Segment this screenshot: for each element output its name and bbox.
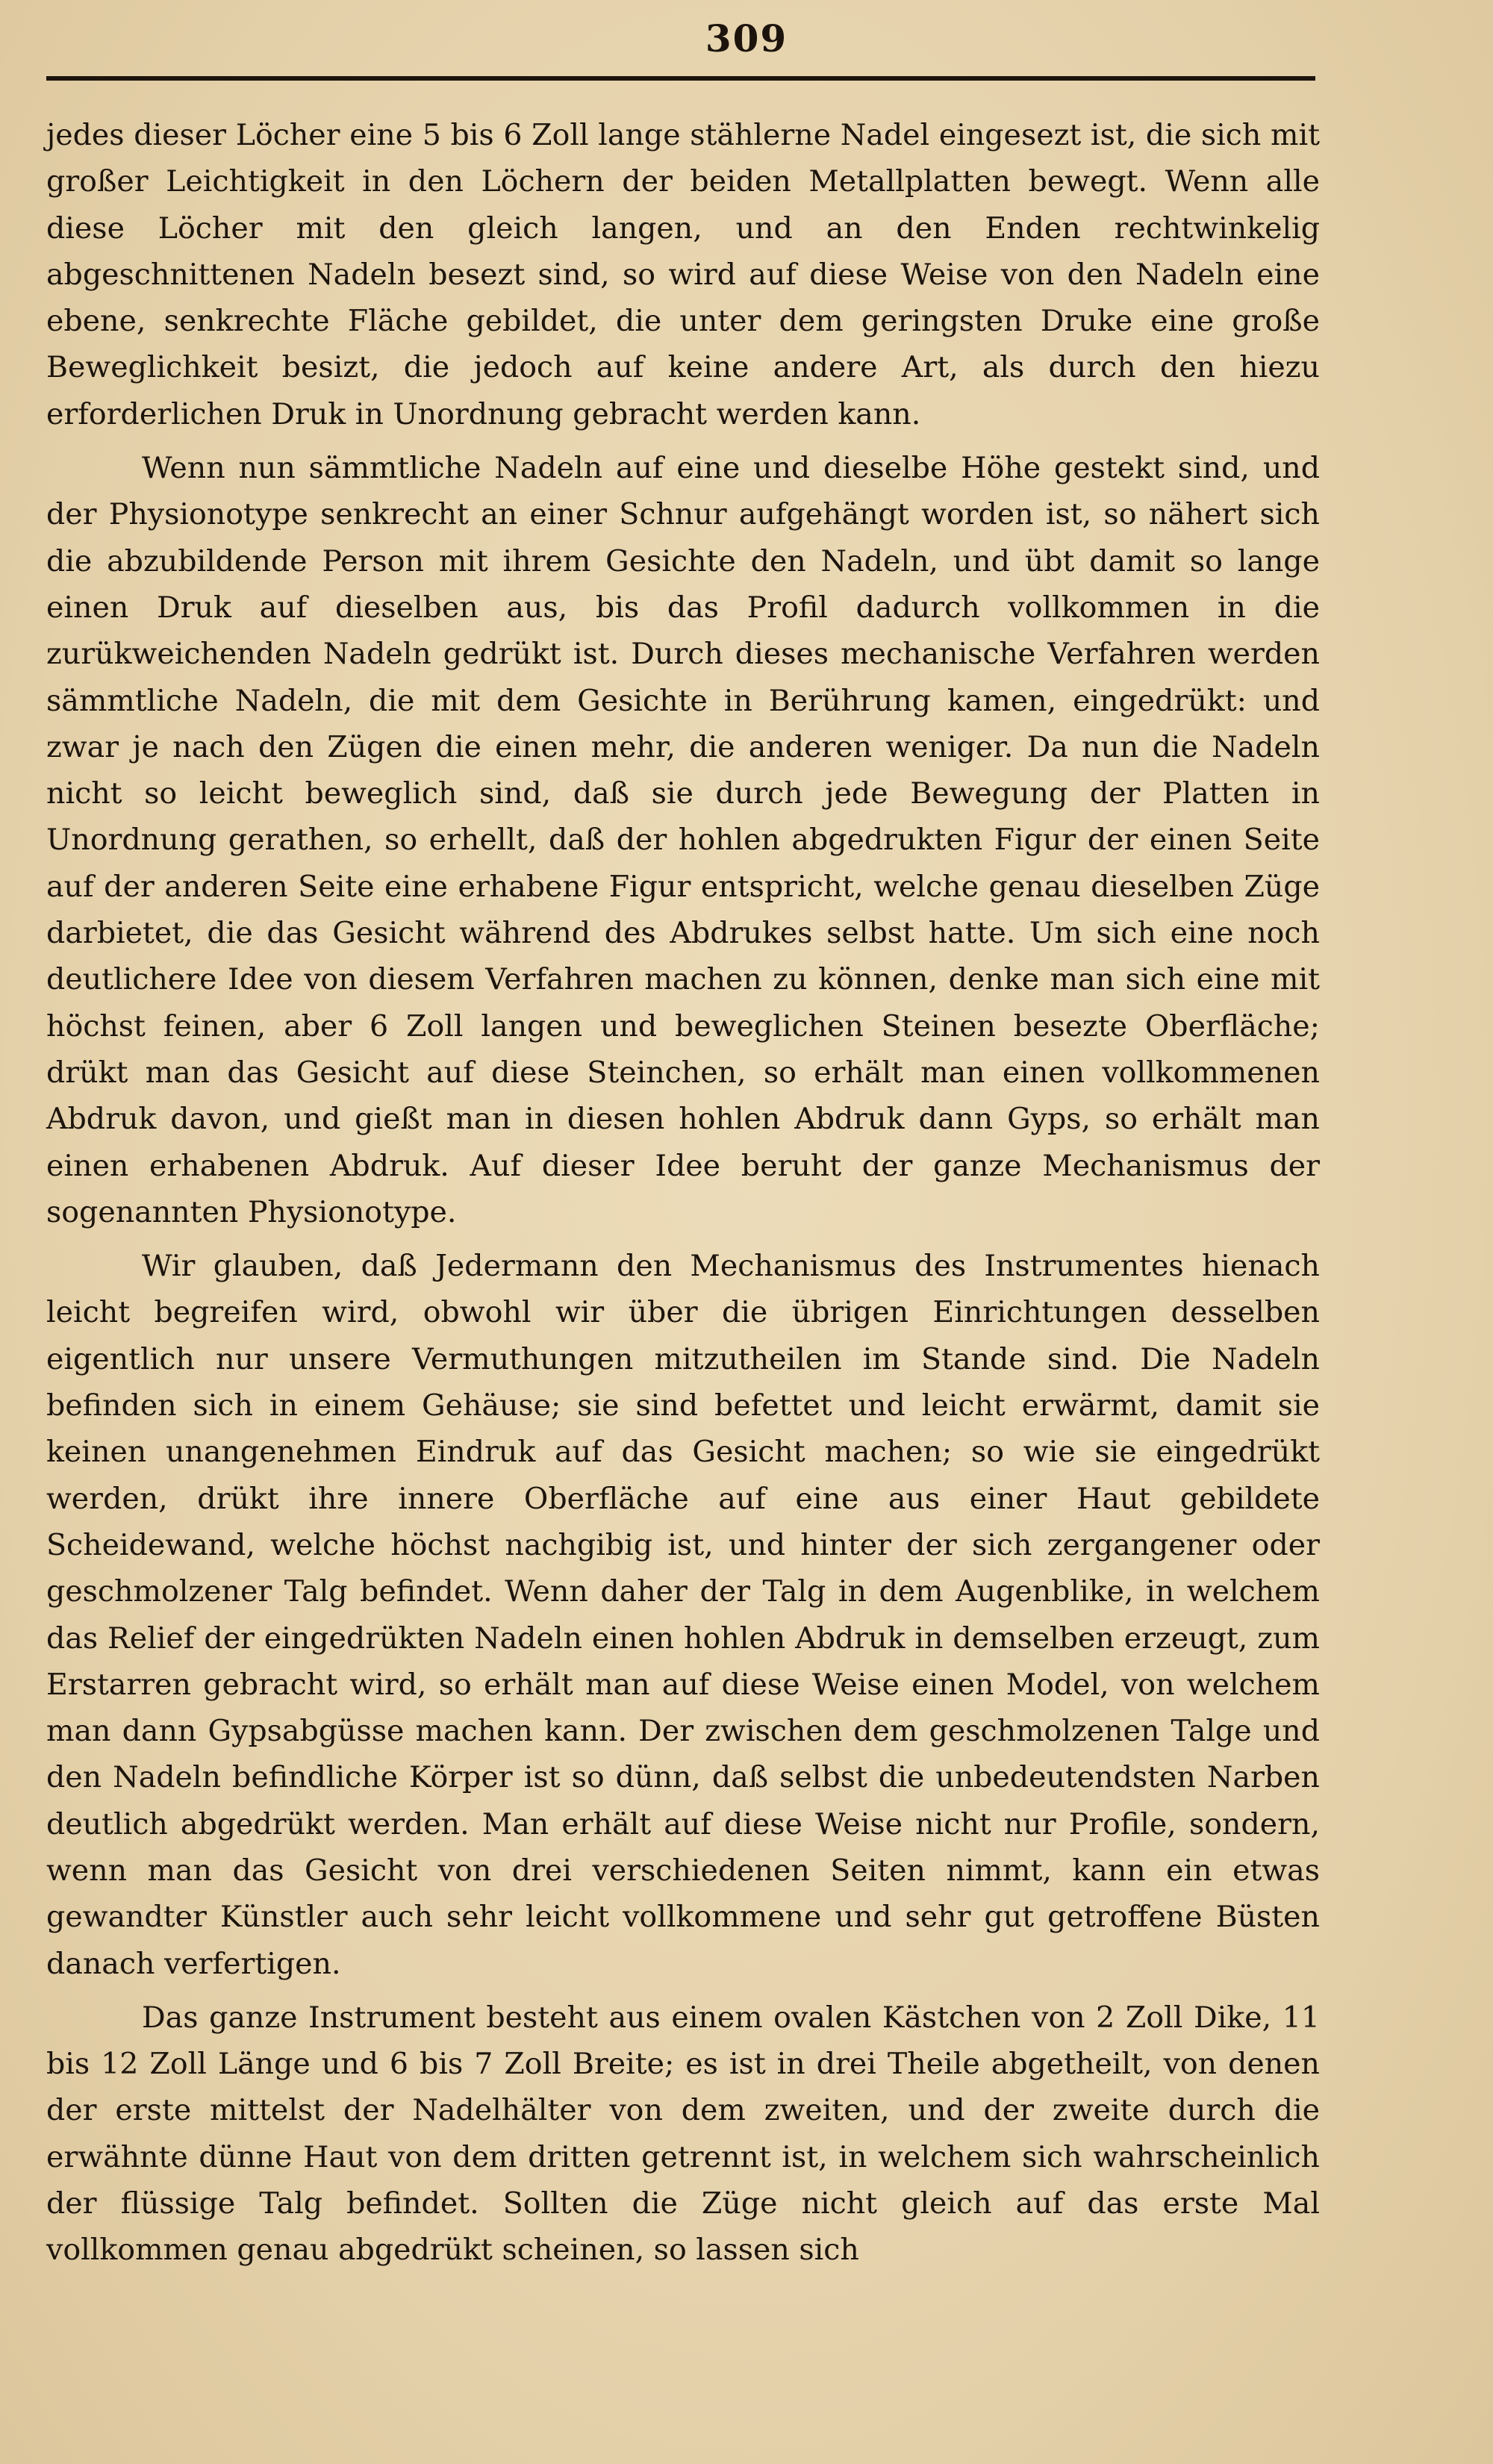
- paragraph-mechanism: Wir glauben, daß Jedermann den Mechanismus des Instrumentes hienach leicht begreifen wird, obwohl wir über die übrigen Einrichtungen desselben eigentlich nur unsere Vermuthungen mitzutheilen im Stande sind. Die Nadeln befinden sich in einem Gehäuse; sie sind befettet und leicht erwärmt, damit sie keinen unangenehmen Eindruk auf das Gesicht machen; so wie sie eingedrükt werden, drükt ihre innere Oberfläche auf eine aus einer Haut gebildete Scheidewand, welche höchst nachgibig ist, und hinter der sich zergangener oder geschmolzener Talg befindet. Wenn daher der Talg in dem Augenblike, in welchem das Relief der eingedrükten Nadeln einen hohlen Abdruk in demselben erzeugt, zum Erstarren gebracht wird, so erhält man auf diese Weise einen Model, von welchem man dann Gypsabgüsse machen kann. Der zwischen dem geschmolzenen Talge und den Nadeln befindliche Körper ist so dünn, daß selbst die unbedeutendsten Narben deutlich abgedrükt werden. Man erhält auf diese Weise nicht nur Profile, sondern, wenn man das Gesicht von drei verschiedenen Seiten nimmt, kann ein etwas gewandter Künstler auch sehr leicht vollkommene und sehr gut getroffene Büsten danach verfertigen.: [46, 1249, 1320, 1981]
- paragraph-instrument: Das ganze Instrument besteht aus einem ovalen Kästchen von 2 Zoll Dike, 11 bis 12 Zoll Länge und 6 bis 7 Zoll Breite; es ist in drei Theile abgetheilt, von denen der erste mittelst der Nadelhälter von dem zweiten, und der zweite durch die erwähnte dünne Haut von dem dritten getrennt ist, in welchem sich wahrscheinlich der flüssige Talg befindet. Sollten die Züge nicht gleich auf das erste Mal vollkommen genau abgedrükt scheinen, so lassen sich: [46, 2000, 1320, 2268]
- body-text: [46, 112, 1320, 2274]
- paragraph-physionotype-use: Wenn nun sämmtliche Nadeln auf eine und dieselbe Höhe gestekt sind, und der Physionotype senkrecht an einer Schnur aufgehängt worden ist, so nähert sich die abzubildende Person mit ihrem Gesichte den Nadeln, und übt damit so lange einen Druk auf dieselben aus, bis das Profil dadurch vollkommen in die zurükweichenden Nadeln gedrükt ist. Durch dieses mechanische Verfahren werden sämmtliche Nadeln, die mit dem Gesichte in Berührung kamen, eingedrükt: und zwar je nach den Zügen die einen mehr, die anderen weniger. Da nun die Nadeln nicht so leicht beweglich sind, daß sie durch jede Bewegung der Platten in Unordnung gerathen, so erhellt, daß der hohlen abgedrukten Figur der einen Seite auf der anderen Seite eine erhabene Figur entspricht, welche genau dieselben Züge darbietet, die das Gesicht während des Abdrukes selbst hatte. Um sich eine noch deutlichere Idee von diesem Verfahren machen zu können, denke man sich eine mit höchst feinen, aber 6 Zoll langen und beweglichen Steinen besezte Oberfläche; drükt man das Gesicht auf diese Steinchen, so erhält man einen vollkommenen Abdruk davon, und gießt man in diesen hohlen Abdruk dann Gyps, so erhält man einen erhabenen Abdruk. Auf dieser Idee beruht der ganze Mechanismus der sogenannten Physionotype.: [46, 451, 1320, 1229]
- page-number: 309: [705, 16, 788, 60]
- paragraph-continuation: jedes dieser Löcher eine 5 bis 6 Zoll lange stählerne Nadel eingesezt ist, die sich mit großer Leichtigkeit in den Löchern der beiden Metallplatten bewegt. Wenn alle diese Löcher mit den gleich langen, und an den Enden rechtwinkelig abgeschnittenen Nadeln besezt sind, so wird auf diese Weise von den Nadeln eine ebene, senkrechte Fläche gebildet, die unter dem geringsten Druke eine große Beweglichkeit besizt, die jedoch auf keine andere Art, als durch den hiezu erforderlichen Druk in Unordnung gebracht werden kann.: [46, 118, 1320, 431]
- header-rule: [46, 76, 1315, 81]
